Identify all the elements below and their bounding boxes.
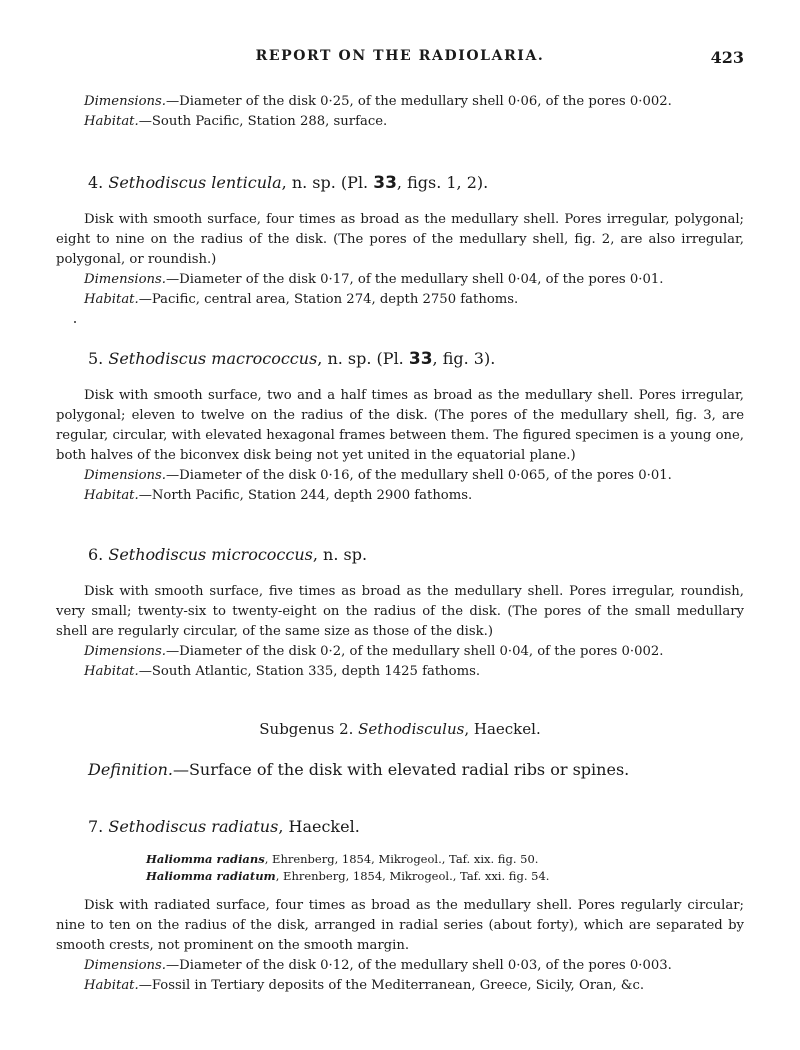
species-name: Sethodiscus macrococcus bbox=[108, 349, 318, 368]
species-habitat bbox=[84, 290, 744, 310]
species-body-7 bbox=[56, 896, 744, 996]
habitat-label: Habitat. bbox=[84, 664, 139, 679]
habitat-label: Habitat. bbox=[84, 488, 139, 503]
top-dimensions bbox=[84, 92, 744, 112]
running-head bbox=[0, 48, 800, 70]
habitat-text: —South Pacific, Station 288, surface. bbox=[138, 114, 388, 129]
dimensions-label: Dimensions. bbox=[84, 468, 166, 483]
species-dimensions bbox=[84, 642, 744, 662]
habitat-text: —Fossil in Tertiary deposits of the Mediterranean, Greece, Sicily, Oran, &c. bbox=[138, 978, 645, 993]
habitat-label: Habitat. bbox=[84, 978, 139, 993]
top-habitat bbox=[84, 112, 744, 132]
species-description: Disk with radiated surface, four times as broad as the medullary shell. Pores regularly circular; nine to ten on the radius of the disk, arranged in radial series (about forty), which are separated by smooth crests, not prominent on the smooth margin. bbox=[56, 898, 744, 953]
habitat-text: —Pacific, central area, Station 274, depth 2750 fathoms. bbox=[138, 292, 519, 307]
synonym-entry bbox=[146, 851, 549, 868]
synonym-citation: , Ehrenberg, 1854, Mikrogeol., Taf. xxi. fig. 54. bbox=[275, 869, 550, 883]
species-heading-7 bbox=[88, 816, 360, 838]
synonym-name: Haliomma radians bbox=[146, 852, 265, 866]
species-authority: , n. sp. (Pl. bbox=[317, 349, 409, 368]
species-description: Disk with smooth surface, five times as broad as the medullary shell. Pores irregular, roundish, very small; twenty-six to twenty-eight on the radius of the disk. (The pores of the small medullary shell are regularly circular, of the same size as those of the disk.) bbox=[56, 584, 744, 639]
running-title: REPORT ON THE RADIOLARIA. bbox=[255, 48, 545, 64]
species-heading-6 bbox=[88, 544, 367, 566]
dimensions-label: Dimensions. bbox=[84, 94, 166, 109]
dimensions-label: Dimensions. bbox=[84, 272, 166, 287]
page-number: 423 bbox=[710, 48, 744, 67]
dimensions-text: —Diameter of the disk 0·2, of the medullary shell 0·04, of the pores 0·002. bbox=[165, 644, 664, 659]
synonym-citation: , Ehrenberg, 1854, Mikrogeol., Taf. xix. fig. 50. bbox=[264, 852, 539, 866]
species-habitat bbox=[84, 486, 744, 506]
species-name: Sethodiscus radiatus bbox=[108, 817, 279, 836]
species-heading-5 bbox=[88, 348, 495, 370]
synonym-list bbox=[146, 851, 549, 885]
dimensions-text: —Diameter of the disk 0·17, of the medullary shell 0·04, of the pores 0·01. bbox=[165, 272, 664, 287]
habitat-label: Habitat. bbox=[84, 114, 139, 129]
species-number: 4. bbox=[88, 173, 104, 192]
species-authority: , n. sp. bbox=[312, 545, 368, 564]
species-body-4 bbox=[56, 210, 744, 310]
species-dimensions bbox=[84, 956, 744, 976]
species-authority: , n. sp. (Pl. bbox=[281, 173, 374, 192]
dimensions-text: —Diameter of the disk 0·16, of the medullary shell 0·065, of the pores 0·01. bbox=[165, 468, 672, 483]
print-speck bbox=[74, 321, 76, 323]
dimensions-label: Dimensions. bbox=[84, 958, 166, 973]
species-description: Disk with smooth surface, two and a half times as broad as the medullary shell. Pores irregular, polygonal; eleven to twelve on the radius of the disk. (The pores of the medullary shell, fig. 3, are regular, circular, with elevated hexagonal frames between them. The figured specimen is a young one, both halves of the biconvex disk being not yet united in the equatorial plane.) bbox=[56, 388, 744, 463]
dimensions-text: —Diameter of the disk 0·25, of the medullary shell 0·06, of the pores 0·002. bbox=[165, 94, 672, 109]
species-number: 6. bbox=[88, 545, 104, 564]
species-number: 5. bbox=[88, 349, 104, 368]
subgenus-authority: , Haeckel. bbox=[464, 720, 541, 738]
habitat-text: —North Pacific, Station 244, depth 2900 fathoms. bbox=[138, 488, 473, 503]
species-name: Sethodiscus micrococcus bbox=[108, 545, 313, 564]
habitat-text: —South Atlantic, Station 335, depth 1425 fathoms. bbox=[138, 664, 481, 679]
species-dimensions bbox=[84, 466, 744, 486]
subgenus-heading bbox=[0, 720, 800, 738]
dimensions-label: Dimensions. bbox=[84, 644, 166, 659]
figure-ref: , fig. 3). bbox=[432, 349, 496, 368]
plate-number: 33 bbox=[408, 349, 433, 369]
species-dimensions bbox=[84, 270, 744, 290]
figure-ref: , figs. 1, 2). bbox=[396, 173, 489, 192]
definition-label: Definition. bbox=[88, 760, 173, 779]
plate-number: 33 bbox=[373, 173, 397, 193]
synonym-entry bbox=[146, 868, 549, 885]
species-habitat bbox=[84, 976, 744, 996]
species-body-5 bbox=[56, 386, 744, 506]
subgenus-prefix: Subgenus 2. bbox=[259, 720, 359, 738]
species-name: Sethodiscus lenticula bbox=[108, 173, 282, 192]
species-number: 7. bbox=[88, 817, 104, 836]
definition-text: —Surface of the disk with elevated radial ribs or spines. bbox=[172, 760, 630, 779]
habitat-label: Habitat. bbox=[84, 292, 139, 307]
dimensions-text: —Diameter of the disk 0·12, of the medullary shell 0·03, of the pores 0·003. bbox=[165, 958, 672, 973]
species-description: Disk with smooth surface, four times as broad as the medullary shell. Pores irregular, polygonal; eight to nine on the radius of the disk. (The pores of the medullary shell, fig. 2, are also irregular, polygonal, or roundish.) bbox=[56, 212, 744, 267]
synonym-name: Haliomma radiatum bbox=[146, 869, 276, 883]
species-habitat bbox=[84, 662, 744, 682]
top-entry bbox=[56, 92, 744, 132]
definition bbox=[88, 760, 629, 779]
species-authority: , Haeckel. bbox=[278, 817, 360, 836]
species-body-6 bbox=[56, 582, 744, 682]
subgenus-name: Sethodisculus bbox=[358, 720, 465, 738]
species-heading-4 bbox=[88, 172, 488, 194]
